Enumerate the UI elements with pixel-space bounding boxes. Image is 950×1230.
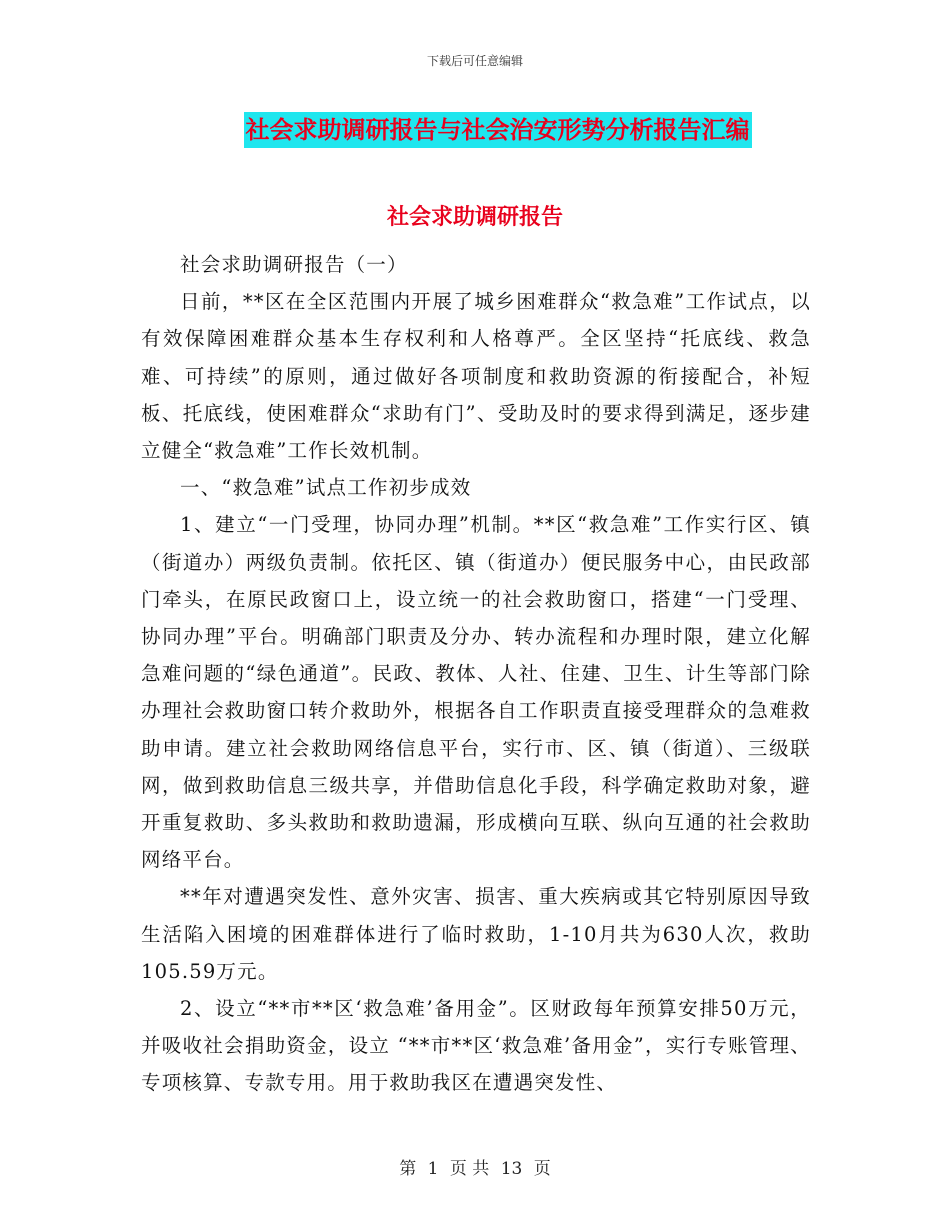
footer-middle: 页 共 [449,1159,490,1179]
section-title: 社会求助调研报告 [386,205,563,230]
footer-page-number: 1 [427,1159,439,1179]
subsection-heading: 社会求助调研报告（一） [180,253,408,276]
footer-suffix: 页 [533,1159,551,1179]
body-paragraph: 2、设立“**市**区‘救急难’备用金”。区财政每年预算安排50万元，并吸收社会捐助资金，设立 “**市**区‘救急难’备用金”，实行专账管理、专项核算、专款专用。用于救助我区在遭遇突发性、 [141,997,811,1095]
main-title-container [0,112,950,148]
document-body [141,246,811,1102]
subsection-heading: 一、“救急难”试点工作初步成效 [180,476,472,500]
footer-total-pages: 13 [500,1159,523,1179]
body-paragraph: 日前，**区在全区范围内开展了城乡困难群众“救急难”工作试点，以有效保障困难群众基本生存权利和人格尊严。全区坚持“托底线、救急难、可持续”的原则，通过做好各项制度和救助资源的衔接配合，补短板、托底线，使困难群众“求助有门”、受助及时的要求得到满足，逐步建立健全“救急难”工作长效机制。 [141,290,811,463]
page-header-note: 下载后可任意编辑 [426,54,523,68]
main-title: 社会求助调研报告与社会治安形势分析报告汇编 [244,112,752,148]
page-footer [0,1154,950,1179]
footer-prefix: 第 [399,1159,417,1179]
body-paragraph: **年对遭遇突发性、意外灾害、损害、重大疾病或其它特别原因导致生活陷入困境的困难群体进行了临时救助，1-10月共为630人次，救助105.59万元。 [141,885,811,983]
body-paragraph: 1、建立“一门受理，协同办理”机制。**区“救急难”工作实行区、镇（街道办）两级负责制。依托区、镇（街道办）便民服务中心，由民政部门牵头，在原民政窗口上，设立统一的社会救助窗口，搭建“一门受理、协同办理”平台。明确部门职责及分办、转办流程和办理时限，建立化解急难问题的“绿色通道”。民政、教体、人社、住建、卫生、计生等部门除办理社会救助窗口转介救助外，根据各自工作职责直接受理群众的急难救助申请。建立社会救助网络信息平台，实行市、区、镇（街道）、三级联网，做到救助信息三级共享，并借助信息化手段，科学确定救助对象，避开重复救助、多头救助和救助遗漏，形成横向互联、纵向互通的社会救助网络平台。 [141,513,811,872]
